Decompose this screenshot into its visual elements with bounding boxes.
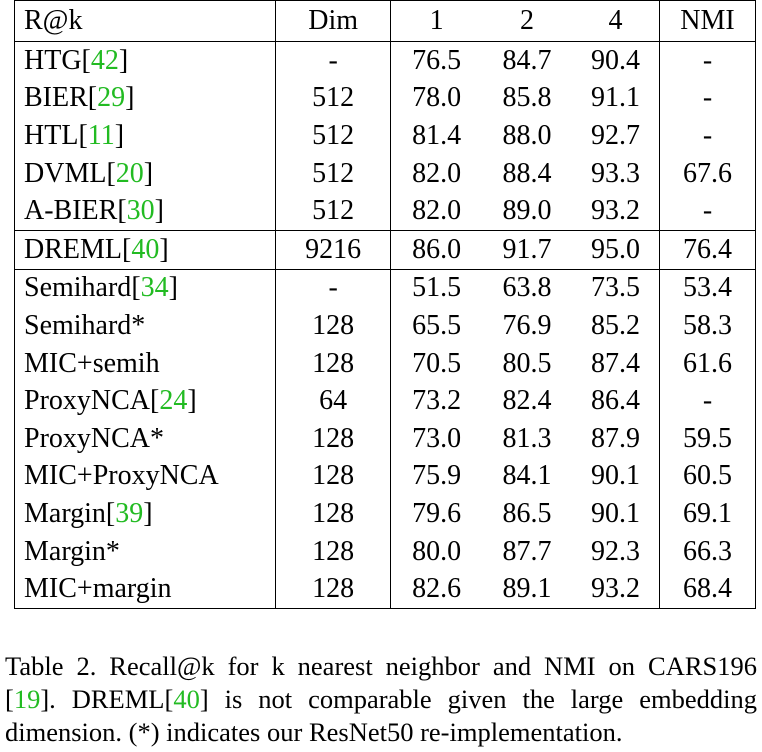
cell-r2: 76.9 [502, 309, 552, 341]
table-row [15, 420, 756, 458]
method-name: ProxyNCA [24, 385, 151, 417]
cell-method: DVML[20] [15, 155, 276, 193]
cell-dim: 128 [276, 495, 391, 533]
citation-link[interactable]: 29 [97, 82, 126, 114]
caption-line-3: dimension. (*) indicates our ResNet50 re-implementation. [5, 717, 623, 747]
table-row [15, 458, 756, 496]
cell-dim: 512 [276, 117, 391, 155]
cell-r2: 87.7 [502, 535, 552, 567]
caption-line-2 [5, 683, 757, 716]
method-name: ProxyNCA* [24, 422, 165, 454]
cell-dim: 512 [276, 155, 391, 193]
cell-r2: 81.3 [502, 422, 552, 454]
citation-link[interactable]: 34 [140, 272, 169, 304]
cell-r1: 76.5 [412, 44, 462, 76]
table-row [15, 307, 756, 345]
cell-method: A-BIER[30] [15, 192, 276, 230]
cell-dim: 64 [276, 382, 391, 420]
table-row [15, 80, 756, 118]
cell-dim: - [276, 42, 391, 80]
cell-method: ProxyNCA[24] [15, 382, 276, 420]
cell-r1: 82.0 [391, 192, 482, 230]
cell-r1: 82.0 [412, 157, 462, 189]
cell-method: HTL[11] [15, 117, 276, 155]
cell-nmi: 60.5 [660, 458, 756, 496]
cell-r1: 75.9 [412, 460, 462, 492]
table-header-row [15, 1, 756, 42]
cell-dim: - [276, 269, 391, 307]
method-name: HTG [24, 44, 82, 76]
results-table [14, 0, 756, 609]
cell-r4: 93.3 [572, 155, 660, 193]
cell-method: DREML[40] [15, 230, 276, 269]
cell-nmi: 76.4 [660, 230, 756, 269]
method-name: MIC+margin [24, 573, 172, 605]
cell-method: HTG[42] [15, 42, 276, 80]
cell-r4: 87.4 [572, 345, 660, 383]
citation-link[interactable]: 42 [90, 44, 119, 76]
cell-r2: 88.0 [502, 119, 552, 151]
header-nmi: NMI [660, 1, 756, 42]
cell-r2: 88.4 [502, 157, 552, 189]
cell-r4: 85.2 [572, 307, 660, 345]
cell-method [15, 533, 276, 571]
cell-dim: 128 [276, 345, 391, 383]
cell-r1: 82.6 [391, 570, 482, 608]
citation-link[interactable]: 20 [115, 157, 144, 189]
cell-r4: 90.1 [572, 495, 660, 533]
cell-dim: 128 [276, 570, 391, 608]
method-name: DVML [24, 157, 107, 189]
table-row [15, 230, 756, 269]
cell-method [15, 570, 276, 608]
cell-r4: 90.1 [572, 458, 660, 496]
method-name: BIER [24, 82, 88, 114]
cell-nmi: 69.1 [660, 495, 756, 533]
method-name: Semihard [24, 272, 132, 304]
cell-r4: 86.4 [572, 382, 660, 420]
cell-method: BIER[29] [15, 80, 276, 118]
cell-r1: 80.0 [412, 535, 462, 567]
table-row [15, 192, 756, 230]
cell-nmi: 68.4 [660, 570, 756, 608]
cell-r4: 92.7 [572, 117, 660, 155]
cell-r1: 78.0 [412, 82, 462, 114]
cell-dim: 512 [276, 192, 391, 230]
table-row [15, 345, 756, 383]
cell-r2: 89.1 [482, 570, 572, 608]
cell-dim: 128 [276, 458, 391, 496]
cell-r4: 91.1 [572, 80, 660, 118]
cell-r1: 51.5 [412, 272, 462, 304]
citation-link[interactable]: 40 [173, 684, 200, 714]
method-name: A-BIER [24, 195, 118, 227]
table-row [15, 117, 756, 155]
cell-dim: 128 [276, 307, 391, 345]
cell-nmi: 66.3 [660, 533, 756, 571]
method-name: MIC+ProxyNCA [24, 460, 219, 492]
cell-nmi: - [660, 80, 756, 118]
method-name: DREML [24, 233, 122, 265]
cell-r4: 92.3 [572, 533, 660, 571]
cell-nmi: - [660, 42, 756, 80]
method-name: Semihard* [24, 309, 146, 341]
cell-r2: 84.1 [502, 460, 552, 492]
cell-method: Margin[39] [15, 495, 276, 533]
cell-r2: 63.8 [502, 272, 552, 304]
table-row [15, 533, 756, 571]
cell-r4: 93.2 [572, 192, 660, 230]
cell-nmi: - [660, 117, 756, 155]
citation-link[interactable]: 24 [159, 385, 188, 417]
cell-method [15, 458, 276, 496]
cell-r1: 73.0 [412, 422, 462, 454]
method-name: Margin* [24, 535, 120, 567]
cell-r4: 90.4 [572, 42, 660, 80]
header-method: R@k [15, 1, 276, 42]
caption-text: [ [5, 684, 14, 714]
method-name: Margin [24, 497, 106, 529]
caption-text: ]. DREML[ [40, 684, 174, 714]
table-row [15, 570, 756, 608]
cell-r2: 84.7 [502, 44, 552, 76]
citation-link[interactable]: 39 [115, 497, 144, 529]
cell-r2: 86.5 [502, 497, 552, 529]
cell-r4: 73.5 [572, 269, 660, 307]
cell-r4: 95.0 [572, 230, 660, 269]
cell-nmi: 67.6 [660, 155, 756, 193]
cell-r4: 93.2 [572, 570, 660, 608]
citation-link[interactable]: 40 [131, 233, 160, 265]
table-row [15, 495, 756, 533]
caption-line-1: Table 2. Recall@k for k nearest neighbor and NMI on CARS196 [5, 651, 757, 681]
table-row [15, 269, 756, 307]
header-r4: 4 [572, 1, 660, 42]
method-name: MIC+semih [24, 347, 160, 379]
table-row [15, 42, 756, 80]
cell-r1: 81.4 [412, 119, 462, 151]
method-name: HTL [24, 119, 79, 151]
cell-r1: 73.2 [412, 385, 462, 417]
cell-method [15, 420, 276, 458]
cell-nmi: 58.3 [660, 307, 756, 345]
table-caption [5, 650, 757, 749]
cell-r2: 80.5 [502, 347, 552, 379]
cell-nmi: - [660, 192, 756, 230]
cell-nmi: 53.4 [660, 269, 756, 307]
citation-link[interactable]: 11 [87, 119, 115, 151]
cell-r1: 86.0 [391, 230, 482, 269]
cell-method [15, 307, 276, 345]
cell-dim: 128 [276, 533, 391, 571]
citation-link[interactable]: 19 [13, 684, 41, 714]
table-row [15, 155, 756, 193]
cell-r4: 87.9 [572, 420, 660, 458]
cell-r1: 65.5 [412, 309, 462, 341]
cell-r2: 91.7 [482, 230, 572, 269]
header-r2: 2 [482, 1, 572, 42]
cell-dim: 9216 [276, 230, 391, 269]
cell-method: Semihard[34] [15, 269, 276, 307]
cell-dim: 512 [276, 80, 391, 118]
cell-r2: 89.0 [482, 192, 572, 230]
cell-r2: 85.8 [502, 82, 552, 114]
cell-dim: 128 [276, 420, 391, 458]
cell-r2: 82.4 [502, 385, 552, 417]
table-row [15, 382, 756, 420]
cell-nmi: - [660, 382, 756, 420]
cell-nmi: 61.6 [660, 345, 756, 383]
citation-link[interactable]: 30 [126, 195, 155, 227]
cell-r1: 70.5 [412, 347, 462, 379]
header-r1: 1 [391, 1, 482, 42]
caption-text: ] is not comparable given the large embedding [199, 684, 757, 714]
cell-method [15, 345, 276, 383]
header-dim: Dim [276, 1, 391, 42]
cell-r1: 79.6 [412, 497, 462, 529]
cell-nmi: 59.5 [660, 420, 756, 458]
